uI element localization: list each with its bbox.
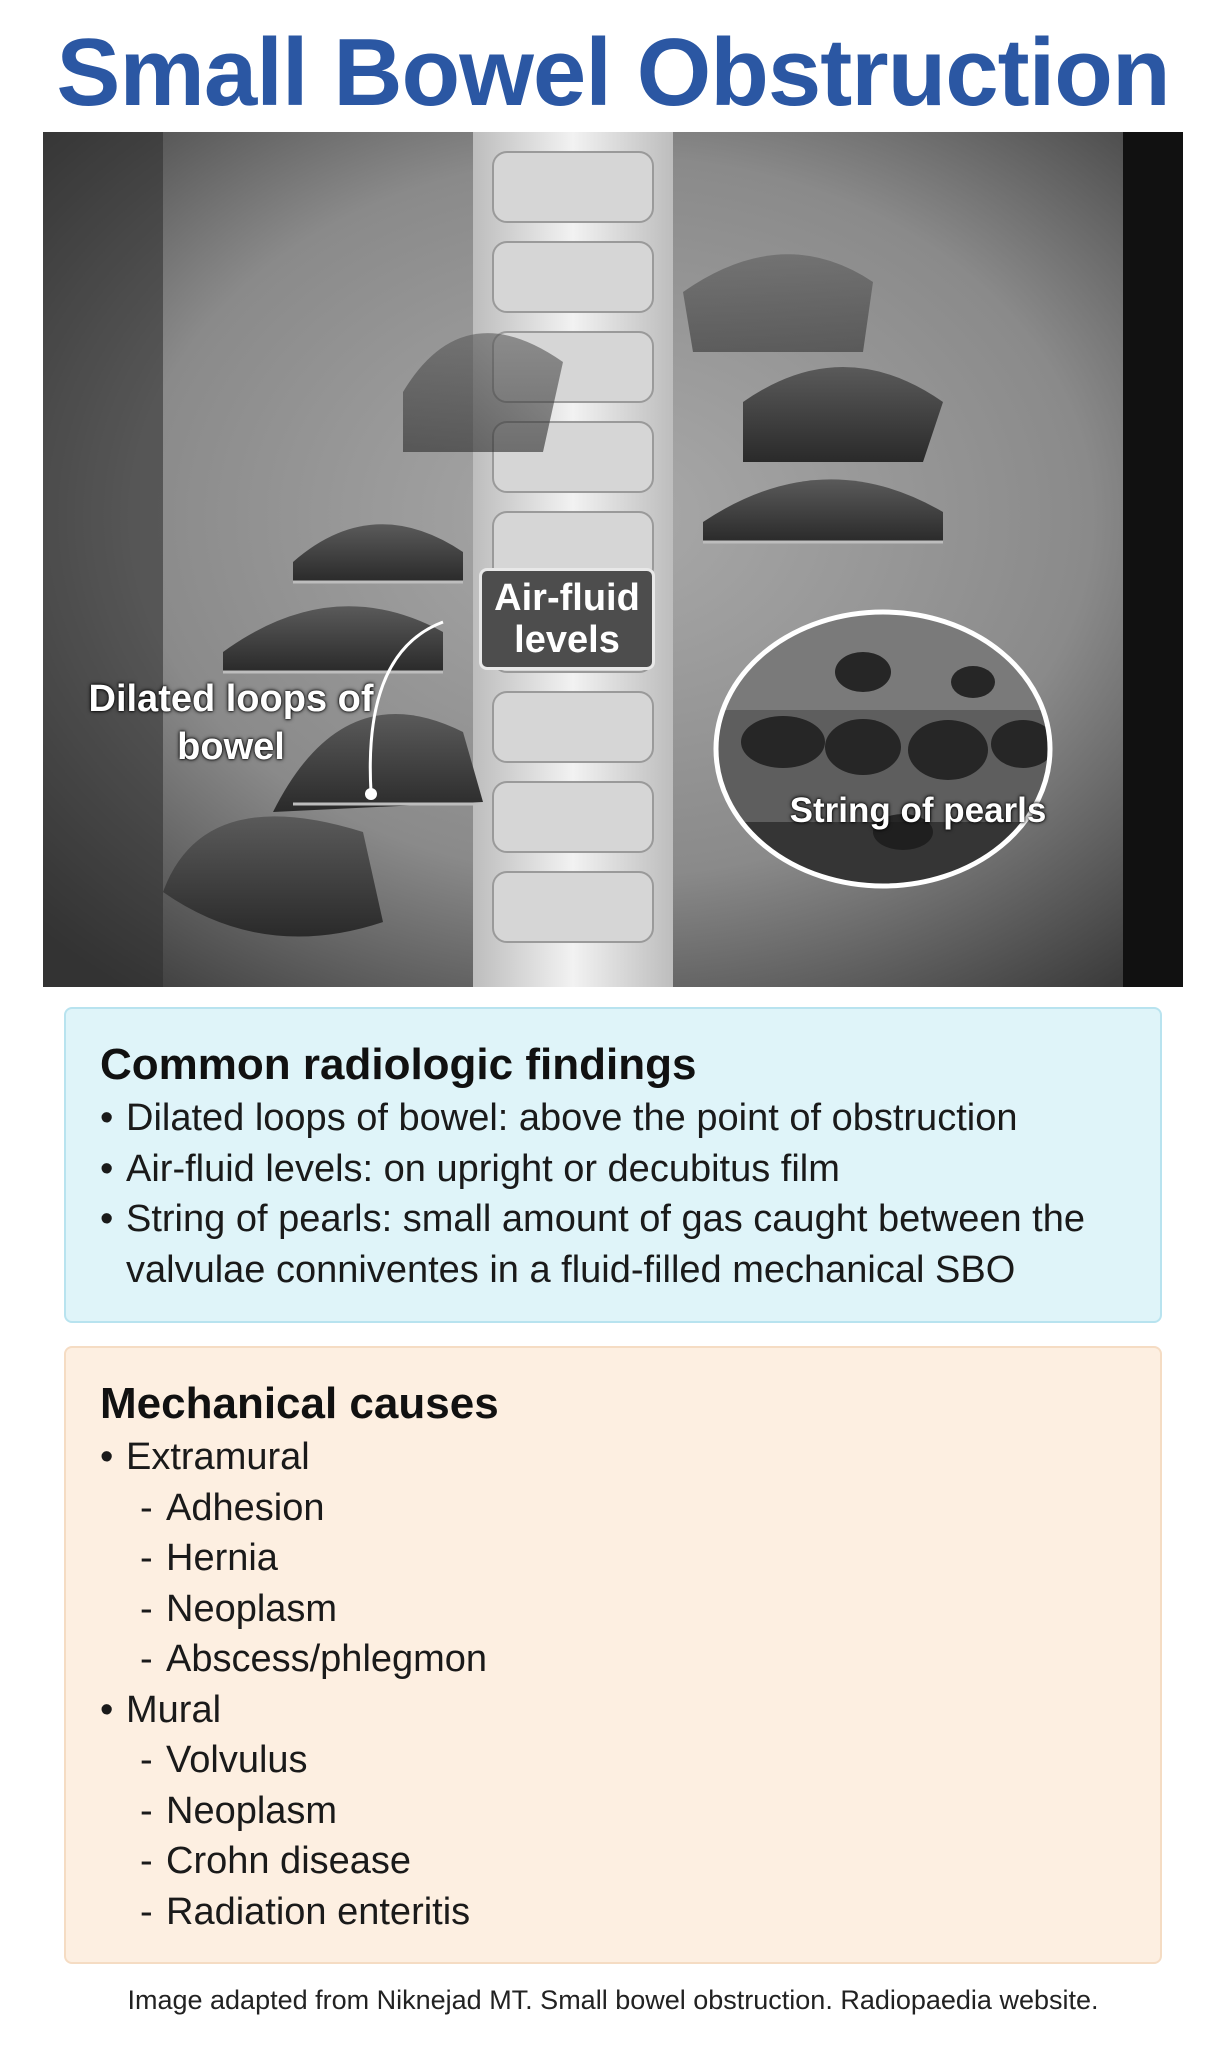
list-item: - Crohn disease [100, 1836, 1126, 1887]
page-title: Small Bowel Obstruction [56, 19, 1170, 126]
list-item: • Dilated loops of bowel: above the point of obstruction [100, 1093, 1126, 1144]
findings-card [64, 1007, 1162, 1323]
image-credit: Image adapted from Niknejad MT. Small bowel obstruction. Radiopaedia website. [127, 1985, 1099, 2015]
cause-group-mural: • Mural [100, 1685, 1126, 1736]
cause-group-extramural: • Extramural [100, 1432, 1126, 1483]
list-item: - Abscess/phlegmon [100, 1634, 1126, 1685]
list-item: - Adhesion [100, 1483, 1126, 1534]
findings-heading: Common radiologic findings [100, 1040, 697, 1089]
list-item: • String of pearls: small amount of gas caught between the valvulae conniventes in a fluid-filled mechanical SBO [100, 1194, 1126, 1295]
label-dilated-loops: Dilated loops of bowel [88, 678, 374, 768]
causes-heading: Mechanical causes [100, 1379, 499, 1428]
list-item: • Air-fluid levels: on upright or decubitus film [100, 1144, 1126, 1195]
xray-graphic [43, 132, 1183, 987]
label-string-of-pearls: String of pearls [789, 791, 1047, 830]
callout-dot [365, 788, 377, 800]
findings-list [100, 1093, 1126, 1295]
xray-image [43, 132, 1183, 987]
list-item: - Neoplasm [100, 1584, 1126, 1635]
list-item: - Volvulus [100, 1735, 1126, 1786]
list-item: - Radiation enteritis [100, 1887, 1126, 1938]
list-item: - Hernia [100, 1533, 1126, 1584]
label-air-fluid-box [479, 568, 655, 670]
causes-card [64, 1346, 1162, 1964]
list-item: - Neoplasm [100, 1786, 1126, 1837]
causes-list [100, 1432, 1126, 1937]
label-air-fluid: Air-fluid levels [494, 577, 640, 661]
